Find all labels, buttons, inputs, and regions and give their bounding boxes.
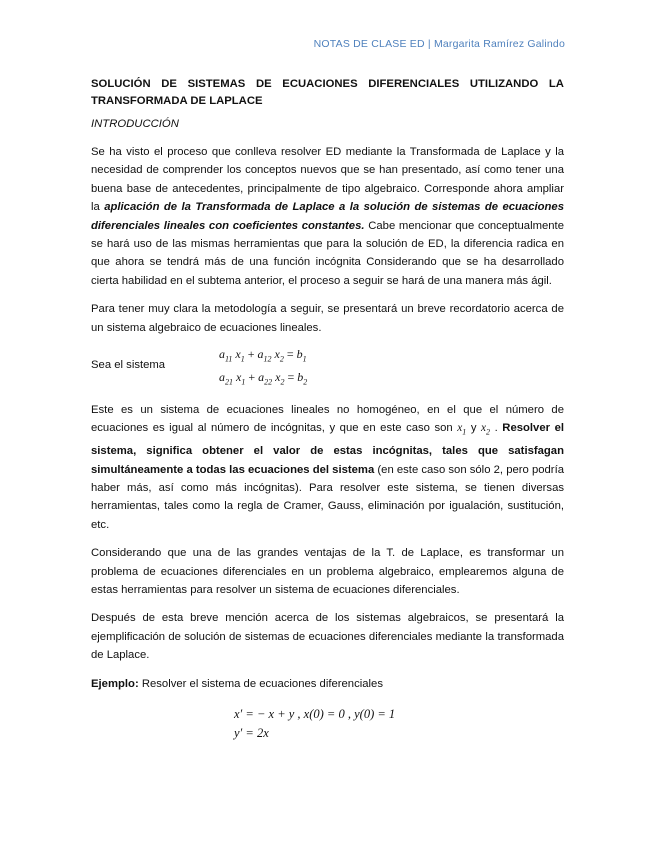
- title-word: SOLUCIÓN: [91, 78, 151, 90]
- paragraph-laplace-advantage: Considerando que una de las grandes ventajas de la T. de Laplace, es transformar un problema de ecuaciones diferenciales en un problema algebraico, emplearemos alguna de estas herramientas para resolver un sistema de ecuaciones diferenciales.: [91, 547, 564, 596]
- document-body: [91, 76, 564, 743]
- title-word: DIFERENCIALES: [368, 78, 460, 90]
- title-word: LA: [548, 78, 564, 90]
- example-statement: Ejemplo: Resolver el sistema de ecuaciones diferenciales: [91, 677, 383, 690]
- paragraph-methodology: Para tener muy clara la metodología a seguir, se presentará un breve recordatorio acerca de un sistema algebraico de ecuaciones lineales.: [91, 303, 564, 334]
- title-word: ECUACIONES: [282, 78, 358, 90]
- equation-1: $a_{11}$ $x_1 + a_{12}$ $x_2 = b_1$: [219, 347, 307, 364]
- title-word: SISTEMAS: [187, 78, 246, 90]
- paragraph-intro: [91, 143, 564, 290]
- paragraph-text: Cabe mencionar que conceptualmente se hará uso de las mismas herramientas que para la solución de ED, la diferencia radica en que ahora se tendrá más de una función incógnita Considerando que se ha desarrollado cierta habilidad en el subtema anterior, el proceso a seguir se hará de una manera más ágil.: [91, 219, 564, 287]
- paragraph-text: Se ha visto el proceso que conlleva resolver ED mediante la Transformada de Laplace y la necesidad de comprender los conceptos nuevos que se han presentado, así como tener una buena base de antecedentes, principalmente de tipo algebraico. Corresponde ahora ampliar la: [91, 146, 564, 214]
- system-equations: [219, 345, 307, 392]
- title-line-2: TRANSFORMADA DE LAPLACE: [91, 95, 263, 107]
- emphasis-text: aplicación de la Transformada de Laplace a la solución de sistemas de ecuaciones diferenciales lineales con coeficientes constantes.: [91, 201, 564, 232]
- ode-system: [234, 705, 564, 743]
- title-word: DE: [161, 78, 177, 90]
- title-word: UTILIZANDO: [469, 78, 539, 90]
- linear-system: [91, 345, 564, 391]
- title-word: DE: [255, 78, 272, 90]
- system-label: Sea el sistema: [91, 359, 166, 372]
- equation-2: $a_{21}$ $x_1 + a_{22}$ $x_2 = b_2$: [219, 370, 308, 387]
- emphasis-text: Resolver el sistema, significa obtener el valor de estas incógnitas, tales que satisfagan simultáneamente a todas las ecuaciones del sistema: [91, 422, 564, 476]
- document-title: [91, 76, 564, 110]
- title-line-1: [91, 76, 564, 93]
- ode-equation-1: x′ = − x + y , x(0) = 0 , y(0) = 1: [234, 707, 396, 721]
- running-header: NOTAS DE CLASE ED | Margarita Ramírez Galindo: [313, 38, 565, 50]
- section-heading: INTRODUCCIÓN: [91, 118, 179, 130]
- paragraph-system-description: Este es un sistema de ecuaciones lineales no homogéneo, en el que el número de ecuaciones es igual al número de incógnitas, y que en este caso son $x_1$ y $x_2$ . Resolver el sistema, significa obtener el valor de estas incógnitas, tales que satisfagan simultáneamente a todas las ecuaciones del sistema (en este caso son sólo 2, pero podría haber más, así como más incógnitas). Para resolver este sistema, se tienen diversas herramientas, tales como la regla de Cramer, Gauss, eliminación por igualación, sustitución, etc.: [91, 404, 564, 531]
- example-label: Ejemplo:: [91, 677, 139, 690]
- ode-equation-2: y′ = 2x: [234, 726, 269, 740]
- paragraph-transition: Después de esta breve mención acerca de los sistemas algebraicos, se presentará la ejemplificación de solución de sistemas de ecuaciones diferenciales mediante la transformada de Laplace.: [91, 612, 564, 662]
